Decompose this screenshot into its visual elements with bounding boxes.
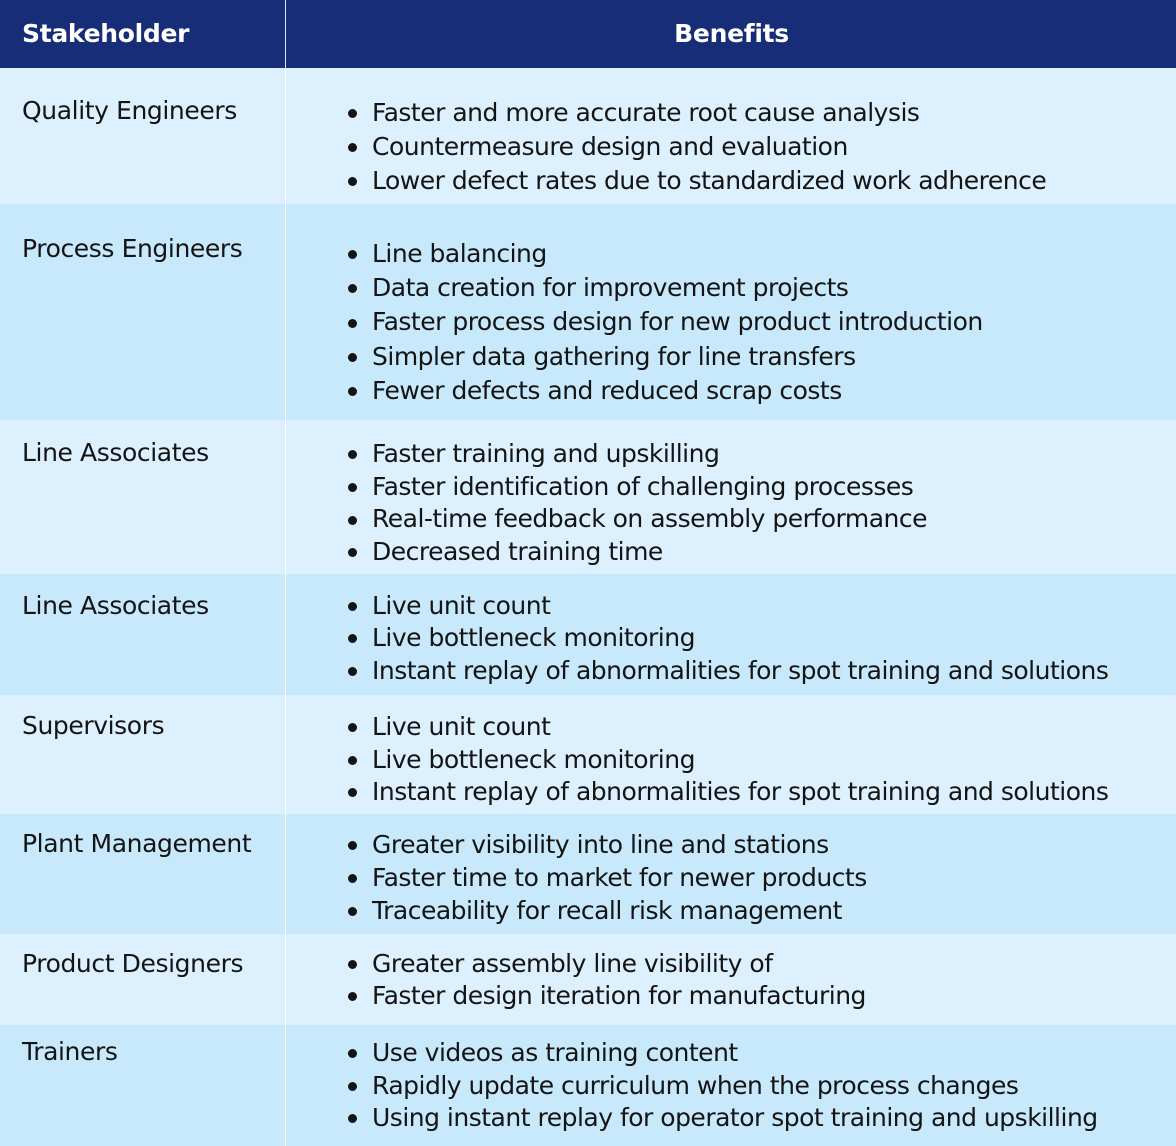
benefit-item: Lower defect rates due to standardized work adherence: [346, 164, 1046, 198]
table-row: [0, 68, 1176, 204]
benefit-item: Fewer defects and reduced scrap costs: [346, 374, 983, 408]
benefits-list: [346, 711, 1108, 809]
stakeholder-cell: Process Engineers: [22, 234, 243, 263]
benefit-item: Greater assembly line visibility of: [346, 948, 866, 980]
column-divider: [285, 695, 286, 814]
benefits-list: [346, 237, 983, 408]
benefit-item: Traceability for recall risk management: [346, 895, 867, 928]
stakeholder-cell: Trainers: [22, 1037, 118, 1066]
benefit-item: Faster and more accurate root cause analysis: [346, 96, 1046, 130]
table-row: [0, 934, 1176, 1025]
stakeholder-cell: Quality Engineers: [22, 96, 237, 125]
benefit-item: Data creation for improvement projects: [346, 271, 983, 305]
benefits-list: [346, 829, 867, 927]
benefit-item: Live unit count: [346, 590, 1108, 622]
column-divider: [285, 814, 286, 934]
stakeholder-cell: Line Associates: [22, 438, 209, 467]
column-divider: [285, 934, 286, 1025]
benefits-list: [346, 96, 1046, 198]
benefit-item: Use videos as training content: [346, 1037, 1098, 1070]
stakeholder-cell: Line Associates: [22, 591, 209, 620]
header-benefits: Benefits: [674, 19, 789, 48]
benefit-item: Faster time to market for newer products: [346, 862, 867, 895]
stakeholder-cell: Supervisors: [22, 711, 165, 740]
table-header: [0, 0, 1176, 68]
column-divider: [285, 420, 286, 574]
benefit-item: Faster identification of challenging processes: [346, 471, 927, 504]
table-row: [0, 695, 1176, 814]
column-divider: [285, 574, 286, 695]
benefit-item: Simpler data gathering for line transfers: [346, 340, 983, 374]
stakeholder-cell: Product Designers: [22, 949, 244, 978]
table-row: [0, 814, 1176, 934]
header-stakeholder: Stakeholder: [0, 0, 286, 68]
benefit-item: Live bottleneck monitoring: [346, 744, 1108, 777]
benefit-item: Faster process design for new product introduction: [346, 305, 983, 339]
benefit-item: Instant replay of abnormalities for spot training and solutions: [346, 776, 1108, 809]
benefit-item: Decreased training time: [346, 536, 927, 569]
table-row: [0, 1025, 1176, 1146]
benefits-list: [346, 1037, 1098, 1135]
benefit-item: Live bottleneck monitoring: [346, 622, 1108, 654]
benefits-list: [346, 438, 927, 569]
column-divider: [285, 1025, 286, 1146]
benefit-item: Greater visibility into line and stations: [346, 829, 867, 862]
benefit-item: Real-time feedback on assembly performance: [346, 503, 927, 536]
benefit-item: Instant replay of abnormalities for spot training and solutions: [346, 655, 1108, 687]
benefit-item: Rapidly update curriculum when the process changes: [346, 1070, 1098, 1103]
table-row: [0, 204, 1176, 420]
stakeholder-cell: Plant Management: [22, 829, 252, 858]
benefit-item: Faster design iteration for manufacturing: [346, 980, 866, 1012]
column-divider: [285, 68, 286, 204]
benefit-item: Faster training and upskilling: [346, 438, 927, 471]
table-row: [0, 420, 1176, 574]
benefits-list: [346, 590, 1108, 687]
column-divider: [285, 204, 286, 420]
benefits-list: [346, 948, 866, 1013]
benefit-item: Using instant replay for operator spot training and upskilling: [346, 1102, 1098, 1135]
benefit-item: Line balancing: [346, 237, 983, 271]
table-row: [0, 574, 1176, 695]
benefit-item: Countermeasure design and evaluation: [346, 130, 1046, 164]
benefit-item: Live unit count: [346, 711, 1108, 744]
